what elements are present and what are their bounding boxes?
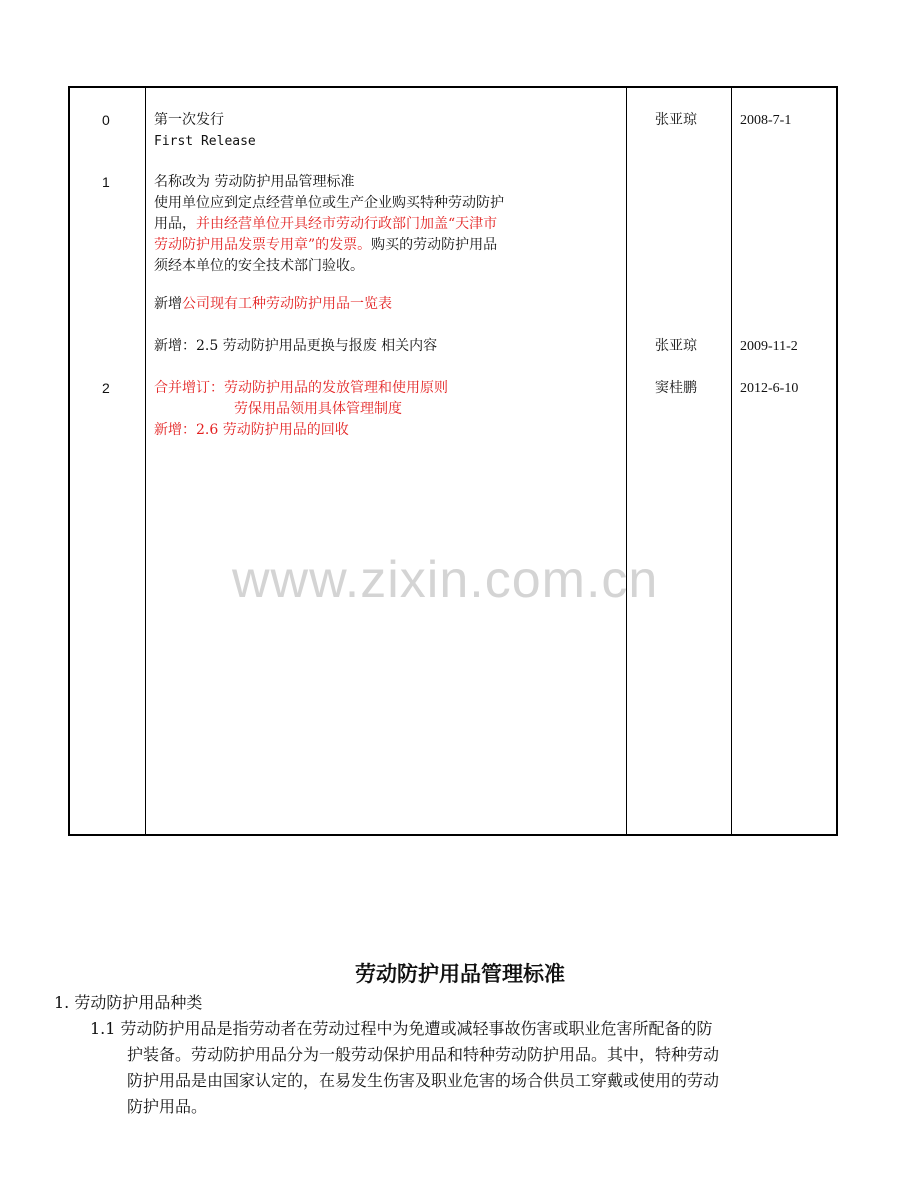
paragraph-line: 防护用品是由国家认定的，在易发生伤害及职业危害的场合供员工穿戴或使用的劳动 [127,1071,720,1090]
watermark: www.zixin.com.cn [232,551,659,609]
revision-number: 1 [102,174,110,190]
revision-addition [154,294,392,315]
revision-description: 合并增订：劳动防护用品的发放管理和使用原则 [154,380,448,396]
revision-number: 2 [102,380,110,396]
revision-date: 2012-6-10 [740,381,799,396]
revision-description: 劳保用品领用具体管理制度 [234,401,402,417]
paragraph-line: 护装备。劳动防护用品分为一般劳动保护用品和特种劳动防护用品。其中，特种劳动 [127,1045,720,1064]
highlighted-text: 并由经营单位开具经市劳动行政部门加盖“天津市 [196,216,498,232]
revision-description [154,235,497,256]
document-title: 劳动防护用品管理标准 [355,962,565,986]
revision-table [68,86,838,836]
revision-description: 名称改为 劳动防护用品管理标准 [154,174,355,190]
revision-date: 2009-11-2 [740,339,798,354]
revision-number: 0 [102,112,110,128]
revision-description: 须经本单位的安全技术部门验收。 [154,258,364,274]
revision-author: 张亚琼 [655,112,697,128]
column-divider [626,88,627,834]
revision-author: 窦桂鹏 [655,380,697,396]
revision-addition: 新增：2.5 劳动防护用品更换与报废 相关内容 [154,338,438,354]
revision-description: 第一次发行 [154,112,224,128]
section-heading: 1. 劳动防护用品种类 [54,993,203,1012]
text-segment: 用品， [154,216,196,232]
revision-author: 张亚琼 [655,338,697,354]
revision-date: 2008-7-1 [740,113,792,128]
paragraph-line: 1.1 劳动防护用品是指劳动者在劳动过程中为免遭或减轻事故伤害或职业危害所配备的防 [90,1019,713,1038]
text-segment: 新增 [154,296,182,312]
revision-description: 使用单位应到定点经营单位或生产企业购买特种劳动防护 [154,195,504,211]
highlighted-text: 公司现有工种劳动防护用品一览表 [182,296,392,312]
column-divider [145,88,146,834]
paragraph-line: 防护用品。 [127,1097,208,1116]
column-divider [731,88,732,834]
revision-description: 新增：2.6 劳动防护用品的回收 [154,422,349,438]
revision-description-en: First Release [154,134,256,149]
highlighted-text: 劳动防护用品发票专用章”的发票。 [154,237,372,253]
revision-description [154,214,497,235]
text-segment: 购买的劳动防护用品 [371,237,498,253]
